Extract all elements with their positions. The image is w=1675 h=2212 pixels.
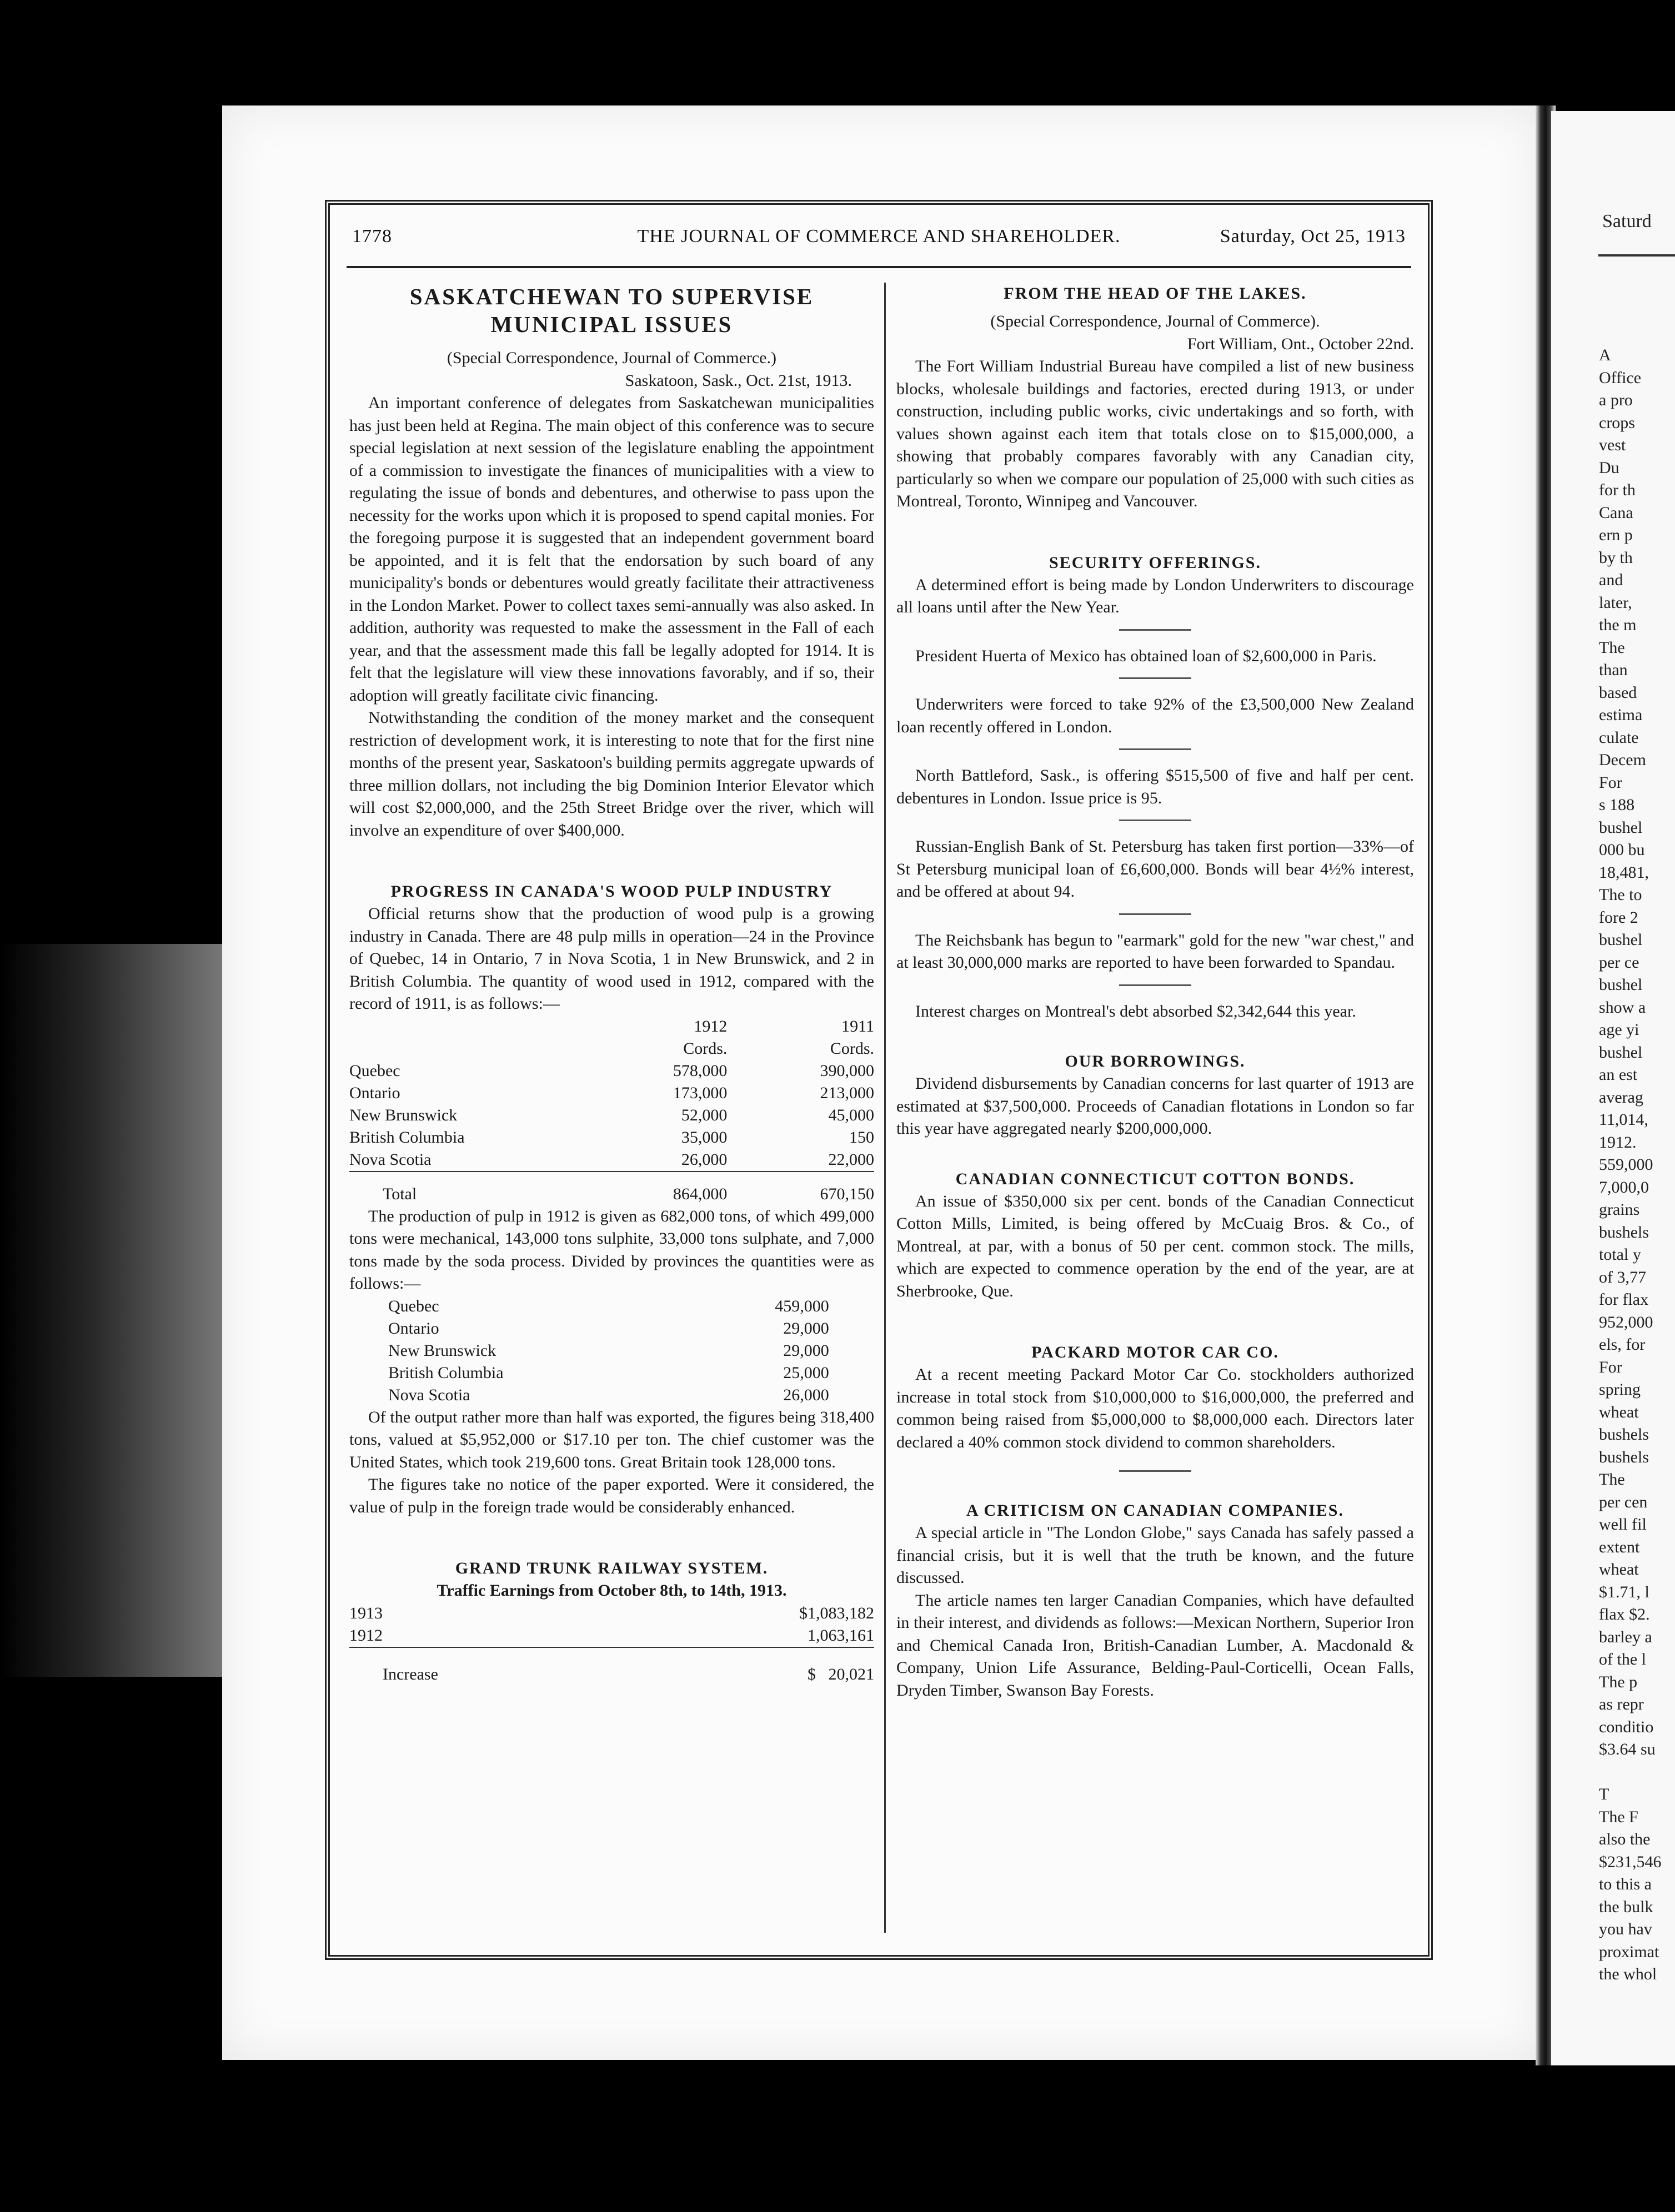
facing-page-line: The F [1599, 1807, 1638, 1826]
article-paragraph: An important conference of delegates from Saskatchewan municipalities has just been held at Regina. The main object of this conference was to secure special legislation at next session of the legislature enabling the appointment of a commission to investigate the finances of municipalities with a view to regulating the issue of bonds and debentures, and otherwise to pass upon the necessity for the works upon which it is proposed to spend capital monies. For the foregoing purpose it is suggested that an independent government board be appointed, and it is felt that the endorsation by such board of any municipality's bonds or debentures would greatly facilitate their attractiveness in the London Market. Power to collect taxes semi-annually was also asked. In addition, authority was requested to make the assessment in the Fall of each year, and that the assessment made this fall be legally adopted for 1914. It is felt that the legislature will view these innovations favorably, and if so, their adoption will greatly facilitate civic financing. [349, 394, 874, 705]
journal-title: THE JOURNAL OF COMMERCE AND SHAREHOLDER. [637, 226, 1121, 247]
facing-page-line: extent [1599, 1537, 1640, 1556]
facing-page-line: ern p [1599, 526, 1633, 544]
table-row [349, 1082, 874, 1104]
news-item: North Battleford, Sask., is offering $515,500 of five and half per cent. debentures in London. Issue price is 95. [896, 766, 1414, 807]
table-row [349, 1060, 874, 1082]
header-rule [347, 266, 1411, 268]
item-rule [1119, 629, 1191, 631]
table-header: Cords. [830, 1039, 874, 1058]
table-cell: 29,000 [783, 1319, 829, 1338]
table-cell: 26,000 [681, 1150, 728, 1169]
facing-page-line: 18,481, [1599, 863, 1649, 882]
facing-page-line: Decem [1599, 751, 1646, 769]
table-row [349, 1602, 874, 1625]
facing-page-line: 11,014, [1599, 1110, 1648, 1129]
article-grand-trunk [349, 1557, 874, 1686]
article-our-borrowings [896, 1050, 1414, 1140]
scanner-shadow [0, 944, 222, 1677]
facing-page-line: to this a [1599, 1875, 1652, 1893]
article-paragraph: At a recent meeting Packard Motor Car Co. stockholders authorized increase in total stock from $10,000,000 to $16,000,000, the preferred and common being raised from $5,000,000 to $8,000,000 each. Directors later declared a 40% common stock dividend to common shareholders. [896, 1365, 1414, 1451]
item-rule [1119, 748, 1191, 750]
facing-page-line: The [1599, 638, 1625, 657]
article-head-of-lakes [896, 283, 1414, 513]
section-rule [1119, 1470, 1191, 1472]
table-row [388, 1362, 829, 1384]
facing-page-line: culate [1599, 728, 1639, 747]
table-total-row [349, 1172, 874, 1205]
facing-page-line: well fil [1599, 1515, 1647, 1534]
table-cell: Quebec [349, 1061, 400, 1080]
facing-page-line [1599, 1761, 1675, 1784]
article-title: PROGRESS IN CANADA'S WOOD PULP INDUSTRY [390, 882, 833, 901]
table-cell: New Brunswick [388, 1341, 497, 1360]
table-cell: 26,000 [783, 1385, 829, 1404]
facing-page-line: bushels [1599, 1425, 1649, 1444]
facing-page-line: later, [1599, 593, 1632, 612]
table-cell: 578,000 [673, 1061, 728, 1080]
page-header [352, 226, 1406, 265]
article-paragraph: The figures take no notice of the paper exported. Were it considered, the value of pulp in the foreign trade would be considerably enhanced. [349, 1475, 874, 1516]
facing-page-line: total y [1599, 1245, 1641, 1264]
article-packard [896, 1341, 1414, 1454]
article-paragraph: The article names ten larger Canadian Companies, which have defaulted in their interest, and dividends as follows:—Mexican Northern, Superior Iron and Chemical Canada Iron, British-Canadian Lumber, A. Macdonald & Company, Union Life Assurance, Belding-Paul-Corticelli, Ocean Falls, Dryden Timber, Swanson Bay Forests. [896, 1591, 1414, 1700]
table-cell: 45,000 [828, 1105, 874, 1124]
facing-page-line: fore 2 [1599, 908, 1638, 927]
table-cell: Ontario [388, 1319, 439, 1338]
item-rule [1119, 677, 1191, 679]
article-title: GRAND TRUNK RAILWAY SYSTEM. [455, 1559, 769, 1577]
facing-page-line: For [1599, 1358, 1622, 1376]
facing-page-line: an est [1599, 1065, 1638, 1084]
article-paragraph: An issue of $350,000 six per cent. bonds of the Canadian Connecticut Cotton Mills, Limited, is being offered by McCuaig Bros. & Co., of Montreal, at par, with a bonus of 50 per cent. common stock. The mills, which are expected to commence operation by the end of the year, are at Sherbrooke, Que. [896, 1192, 1414, 1300]
table-cell: 22,000 [828, 1150, 874, 1169]
table-cell: 1913 [349, 1603, 383, 1622]
table-total-row [349, 1647, 874, 1686]
article-dateline: Fort William, Ont., October 22nd. [1187, 334, 1414, 353]
facing-page-line: by th [1599, 548, 1633, 567]
table-cell: 864,000 [622, 1172, 727, 1205]
table-cell: Quebec [388, 1296, 439, 1315]
article-title: SASKATCHEWAN TO SUPERVISE MUNICIPAL ISSUES [409, 284, 814, 337]
facing-page-line: bushels [1599, 1447, 1649, 1466]
table-cell: Ontario [349, 1083, 400, 1102]
news-item: A determined effort is being made by London Underwriters to discourage all loans until after the New Year. [896, 575, 1414, 616]
facing-page-text [1599, 344, 1675, 1986]
right-column [896, 283, 1414, 1702]
news-item: The Reichsbank has begun to "earmark" gold for the new "war chest," and at least 30,000,000 marks are reported to have been forwarded to Spandau. [896, 931, 1414, 972]
article-subtitle: Traffic Earnings from October 8th, to 14th, 1913. [437, 1581, 787, 1600]
table-cell: 1912 [349, 1626, 383, 1645]
province-table [388, 1295, 829, 1406]
wood-table [349, 1015, 874, 1205]
article-title: A CRITICISM ON CANADIAN COMPANIES. [966, 1501, 1344, 1520]
item-rule [1119, 984, 1191, 986]
facing-page-line: bushels [1599, 1223, 1649, 1241]
table-cell: British Columbia [388, 1363, 504, 1382]
table-cell: 459,000 [775, 1296, 829, 1315]
news-item: Underwriters were forced to take 92% of the £3,500,000 New Zealand loan recently offered in London. [896, 695, 1414, 736]
news-item: Interest charges on Montreal's debt absorbed $2,342,644 this year. [915, 1002, 1356, 1020]
article-security-offerings [896, 552, 1414, 1023]
table-cell: $1,083,182 [799, 1603, 874, 1622]
facing-page-line: vest [1599, 436, 1626, 454]
facing-page-rule [1598, 254, 1675, 257]
table-row [388, 1384, 829, 1406]
facing-page-line: $3.64 su [1599, 1740, 1656, 1758]
facing-page [1551, 111, 1675, 2065]
facing-page-line: per ce [1599, 953, 1639, 972]
item-rule [1119, 820, 1191, 821]
facing-page-line: and [1599, 571, 1623, 589]
table-cell: 670,150 [727, 1172, 874, 1205]
table-cell: 29,000 [783, 1341, 829, 1360]
facing-page-line: for th [1599, 481, 1636, 499]
facing-page-line: age yi [1599, 1020, 1639, 1039]
article-saskatchewan [349, 283, 874, 842]
article-dateline: Saskatoon, Sask., Oct. 21st, 1913. [625, 371, 852, 390]
facing-page-line: as repr [1599, 1695, 1644, 1713]
table-cell: Nova Scotia [388, 1385, 470, 1404]
table-row [349, 1625, 874, 1647]
facing-page-line: the m [1599, 616, 1637, 634]
page-number: 1778 [352, 226, 392, 247]
table-cell: 35,000 [681, 1128, 728, 1147]
issue-date: Saturday, Oct 25, 1913 [1220, 226, 1406, 247]
table-cell: 1,063,161 [808, 1626, 874, 1645]
facing-page-line: spring [1599, 1380, 1641, 1399]
facing-page-line: the bulk [1599, 1897, 1653, 1916]
earnings-table [349, 1602, 874, 1686]
article-paragraph: The production of pulp in 1912 is given as 682,000 tons, of which 499,000 tons were mechanical, 143,000 tons sulphite, 33,000 tons sulphate, and 7,000 tons made by the soda process. Divided by provinces the quantities were as follows:— [349, 1206, 874, 1293]
article-title: FROM THE HEAD OF THE LAKES. [1004, 284, 1307, 303]
facing-page-line: of the l [1599, 1650, 1646, 1668]
facing-page-line: 952,000 [1599, 1313, 1653, 1331]
news-item: President Huerta of Mexico has obtained loan of $2,600,000 in Paris. [915, 646, 1377, 665]
article-paragraph: Official returns show that the production of wood pulp is a growing industry in Canada. There are 48 pulp mills in operation—24 in the Province of Quebec, 14 in Ontario, 7 in Nova Scotia, 1 in New Brunswick, and 2 in British Columbia. The quantity of wood used in 1912, compared with the record of 1911, is as follows:— [349, 904, 874, 1013]
left-column [349, 283, 874, 1686]
table-header: 1911 [841, 1017, 874, 1035]
facing-page-line: $231,546 [1599, 1852, 1662, 1871]
facing-page-line: wheat [1599, 1402, 1639, 1421]
table-cell: 173,000 [673, 1083, 728, 1102]
column-divider [884, 283, 886, 1933]
article-title: OUR BORROWINGS. [1065, 1052, 1246, 1070]
facing-page-line: conditio [1599, 1717, 1654, 1736]
facing-page-line: Du [1599, 458, 1619, 477]
table-header: Cords. [683, 1039, 728, 1058]
article-title: CANADIAN CONNECTICUT COTTON BONDS. [955, 1169, 1355, 1188]
article-cotton-bonds [896, 1168, 1414, 1303]
item-rule [1119, 913, 1191, 915]
table-cell: 25,000 [783, 1363, 829, 1382]
table-row [349, 1127, 874, 1149]
article-title: PACKARD MOTOR CAR CO. [1031, 1343, 1279, 1361]
article-paragraph: Of the output rather more than half was exported, the figures being 318,400 tons, valued at $5,952,000 or $17.10 per ton. The chief customer was the United States, which took 219,600 tons. Great Britain took 128,000 tons. [349, 1407, 874, 1471]
facing-page-line: bushel [1599, 1043, 1643, 1062]
facing-page-line: bushel [1599, 931, 1643, 949]
facing-page-line: 1912. [1599, 1133, 1637, 1152]
facing-page-line: 559,000 [1599, 1155, 1653, 1174]
newspaper-page [222, 105, 1541, 2060]
table-row [349, 1149, 874, 1172]
table-row [388, 1318, 829, 1340]
facing-page-line: For [1599, 773, 1622, 792]
facing-page-line: bushel [1599, 818, 1643, 837]
facing-page-line: 7,000,0 [1599, 1178, 1649, 1197]
table-row [388, 1340, 829, 1362]
table-cell: 390,000 [820, 1061, 874, 1080]
table-cell: Nova Scotia [349, 1150, 432, 1169]
facing-page-line: the whol [1599, 1965, 1657, 1983]
facing-page-line: grains [1599, 1200, 1640, 1219]
table-cell: 52,000 [681, 1105, 728, 1124]
article-paragraph: Notwithstanding the condition of the money market and the consequent restriction of development work, it is interesting to note that for the first nine months of the present year, Saskatoon's building permits aggregate upwards of three million dollars, not including the big Dominion Interior Elevator which will cost $2,000,000, and the 25th Street Bridge over the river, which will involve an expenditure of over $400,000. [349, 708, 874, 839]
facing-page-line: wheat [1599, 1560, 1639, 1578]
page-frame [325, 200, 1433, 1960]
facing-page-line: 000 bu [1599, 841, 1645, 859]
article-title: SECURITY OFFERINGS. [1049, 553, 1261, 572]
table-cell: Total [349, 1172, 622, 1205]
table-row [349, 1104, 874, 1127]
facing-page-line: averag [1599, 1088, 1643, 1107]
facing-page-line: barley a [1599, 1627, 1652, 1646]
facing-page-line: The to [1599, 886, 1642, 904]
facing-page-line: show a [1599, 998, 1646, 1017]
facing-page-line: per cen [1599, 1492, 1648, 1511]
facing-page-line: The [1599, 1470, 1625, 1489]
article-paragraph: Dividend disbursements by Canadian concerns for last quarter of 1913 are estimated at $37,500,000. Proceeds of Canadian flotations in London so far this year have aggregated nearly $200,000,000. [896, 1074, 1414, 1138]
facing-page-line: a pro [1599, 391, 1633, 409]
facing-page-line: than [1599, 661, 1628, 679]
facing-page-line: proximat [1599, 1942, 1659, 1961]
article-paragraph: The Fort William Industrial Bureau have compiled a list of new business blocks, wholesale buildings and factories, erected during 1913, or under construction, including public works, civic undertakings and so forth, with values shown against each item that totals close on to $15,000,000, a showing that probably compares favorably with any Canadian city, particularly so when we compare our population of 25,000 with such cities as Montreal, Toronto, Winnipeg and Vancouver. [896, 357, 1414, 510]
facing-page-line: flax $2. [1599, 1605, 1650, 1623]
facing-page-line: estima [1599, 706, 1643, 724]
article-wood-pulp [349, 881, 874, 1519]
facing-page-line: you hav [1599, 1920, 1652, 1938]
facing-page-line: also the [1599, 1830, 1651, 1848]
facing-page-line: $1.71, l [1599, 1582, 1649, 1601]
table-header: 1912 [694, 1017, 728, 1035]
news-item: Russian-English Bank of St. Petersburg has taken first portion—33%—of St Petersburg municipal loan of £6,600,000. Bonds will bear 4½% interest, and be offered at about 94. [896, 837, 1414, 901]
facing-page-line: based [1599, 683, 1637, 702]
article-criticism [896, 1500, 1414, 1702]
article-credit: (Special Correspondence, Journal of Commerce.) [447, 349, 777, 367]
table-cell: 213,000 [820, 1083, 874, 1102]
table-cell: $ 20,021 [634, 1647, 874, 1686]
facing-page-line: A [1599, 346, 1611, 364]
facing-page-line: The p [1599, 1672, 1638, 1691]
table-cell: Increase [349, 1647, 634, 1686]
article-paragraph: A special article in "The London Globe," says Canada has safely passed a financial crisis, but it is well that the truth be known, and the future discussed. [896, 1524, 1414, 1587]
article-credit: (Special Correspondence, Journal of Commerce). [990, 312, 1320, 330]
facing-page-line: of 3,77 [1599, 1268, 1646, 1286]
facing-page-line: crops [1599, 413, 1635, 432]
facing-page-header: Saturd [1602, 211, 1652, 232]
table-row [388, 1295, 829, 1318]
facing-page-line: T [1599, 1785, 1609, 1803]
facing-page-line: s 188 [1599, 796, 1635, 814]
table-cell: British Columbia [349, 1128, 465, 1147]
table-cell: 150 [849, 1128, 874, 1147]
facing-page-line: Cana [1599, 503, 1633, 522]
facing-page-line: els, for [1599, 1335, 1646, 1354]
facing-page-line: for flax [1599, 1290, 1649, 1309]
facing-page-line: bushel [1599, 976, 1643, 994]
table-cell: New Brunswick [349, 1105, 458, 1124]
facing-page-line: Office [1599, 368, 1642, 387]
